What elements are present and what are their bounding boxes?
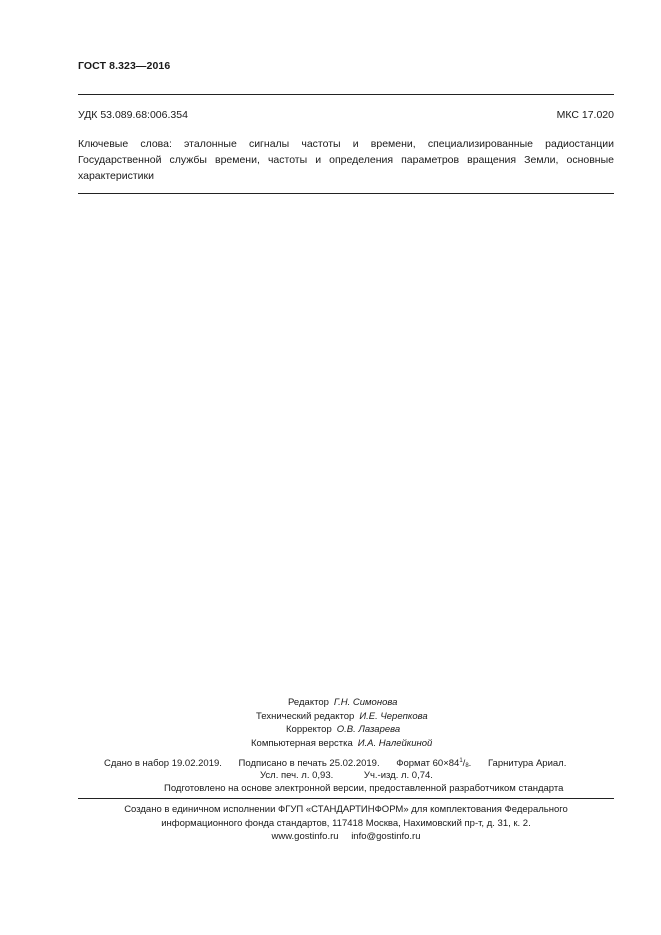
paper-format: Формат $60\times 84^1/_8$. [396, 758, 472, 769]
editor-label: Редактор [288, 697, 329, 708]
sent-to-set-date: Сдано в набор 19.02.2019. [104, 758, 222, 769]
website-link[interactable]: www.gostinfo.ru [271, 831, 339, 842]
footer-line-1: Создано в единичном исполнении ФГУП «СТАНДАРТИНФОРМ» для комплектования Федерального [124, 804, 568, 815]
layout-name: И.А. Налейкиной [357, 737, 433, 749]
top-divider [78, 94, 614, 95]
corrector-name: О.В. Лазарева [336, 724, 401, 735]
layout-label: Компьютерная верстка [251, 737, 353, 749]
udk-code: УДК 53.089.68:006.354 [78, 109, 188, 121]
footer-line-2: информационного фонда стандартов, 117418 Москва, Нахимовский пр-т, д. 31, к. 2. [161, 817, 531, 829]
prepared-note: Подготовлено на основе электронной версии, предоставленной разработчиком стандарта [164, 783, 564, 794]
footer-imprint [78, 803, 614, 844]
editor-credit [288, 696, 397, 710]
footer-divider [78, 798, 614, 799]
publisher-sheets: Уч.-изд. л. 0,74. [363, 769, 433, 781]
print-sheets: Усл. печ. л. 0,93. [260, 769, 334, 781]
keywords-divider [78, 193, 614, 194]
layout-credit [251, 737, 432, 751]
publishing-line-2 [260, 769, 433, 783]
tech-editor-credit [256, 710, 428, 724]
corrector-credit [286, 723, 400, 737]
tech-editor-name: И.Е. Черепкова [359, 710, 428, 722]
editor-name: Г.Н. Симонова [333, 697, 398, 708]
keywords-paragraph: Ключевые слова: эталонные сигналы частоты и времени, специализированные радиостанции Государственной службы времени, частоты и определения параметров вращения Земли, основные характеристики [78, 138, 614, 182]
footer-contacts [78, 830, 614, 844]
typeface-info: Гарнитура Ариал. [487, 758, 567, 769]
tech-editor-label: Технический редактор [256, 710, 355, 722]
signed-to-print-date: Подписано в печать 25.02.2019. [238, 758, 380, 769]
email-link[interactable]: info@gostinfo.ru [351, 831, 421, 842]
mks-code: МКС 17.020 [556, 109, 614, 121]
corrector-label: Корректор [286, 724, 332, 735]
standard-number: ГОСТ 8.323—2016 [78, 60, 171, 72]
